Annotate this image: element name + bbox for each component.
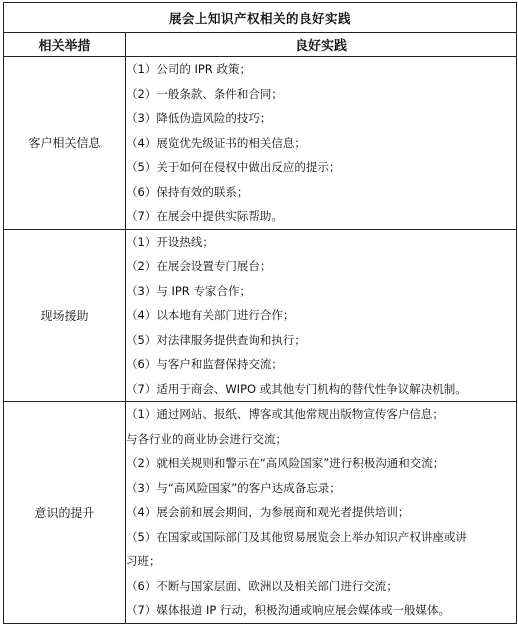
table-row	[4, 402, 517, 624]
practice-list-client-info	[126, 57, 517, 230]
list-item: （3）与 IPR 专家合作；	[126, 283, 251, 298]
list-item: （4）展会前和展会期间，为参展商和观光者提供培训；	[126, 505, 410, 519]
list-item: （4）展览优先级证书的相关信息；	[126, 135, 306, 150]
table-title: 展会上知识产权相关的良好实践	[4, 3, 517, 33]
title-row	[4, 3, 517, 33]
list-item: 习班；	[126, 554, 161, 568]
list-item: （1）开设热线；	[126, 234, 214, 249]
list-item: （2）在展会设置专门展台；	[126, 259, 272, 273]
practice-list-awareness	[126, 402, 517, 624]
table-row	[4, 57, 517, 230]
list-item: （7）在展会中提供实际帮助。	[126, 209, 283, 223]
list-item: （3）降低伪造风险的技巧；	[126, 111, 272, 125]
measure-onsite-assistance: 现场援助	[4, 229, 126, 402]
list-item: （5）关于如何在侵权中做出反应的提示；	[126, 160, 341, 174]
list-item: （6）保持有效的联系；	[126, 184, 249, 199]
ip-practices-table	[3, 2, 517, 624]
list-item: （1）通过网站、报纸、博客或其他常规出版物宣传客户信息；	[126, 407, 444, 421]
list-item: （2）就相关规则和警示在“高风险国家”进行积极沟通和交流；	[126, 456, 445, 470]
list-item: （5）在国家或国际部门及其他贸易展览会上举办知识产权讲座或讲	[126, 529, 467, 544]
list-item: （6）不断与国家层面、欧洲以及相关部门进行交流；	[126, 578, 398, 593]
header-measure: 相关举措	[4, 33, 126, 57]
list-item: （7）适用于商会、WIPO 或其他专门机构的替代性争议解决机制。	[126, 381, 467, 396]
header-row	[4, 33, 517, 57]
table-row	[4, 229, 517, 402]
measure-awareness: 意识的提升	[4, 402, 126, 624]
list-item: 与各行业的商业协会进行交流；	[126, 431, 287, 446]
measure-client-info: 客户相关信息	[4, 57, 126, 230]
list-item: （4）以本地有关部门进行合作；	[126, 308, 295, 322]
list-item: （6）与客户和监督保持交流；	[126, 357, 283, 371]
header-practice: 良好实践	[126, 33, 517, 57]
list-item: （1）公司的 IPR 政策；	[126, 62, 251, 76]
list-item: （2）一般条款、条件和合同；	[126, 86, 283, 101]
list-item: （3）与“高风险国家”的客户达成备忘录；	[126, 480, 341, 495]
practice-list-onsite-assistance	[126, 229, 517, 402]
list-item: （5）对法律服务提供查询和执行；	[126, 332, 306, 347]
list-item: （7）媒体报道 IP 行动，积极沟通或响应展会媒体或一般媒体。	[126, 603, 450, 617]
